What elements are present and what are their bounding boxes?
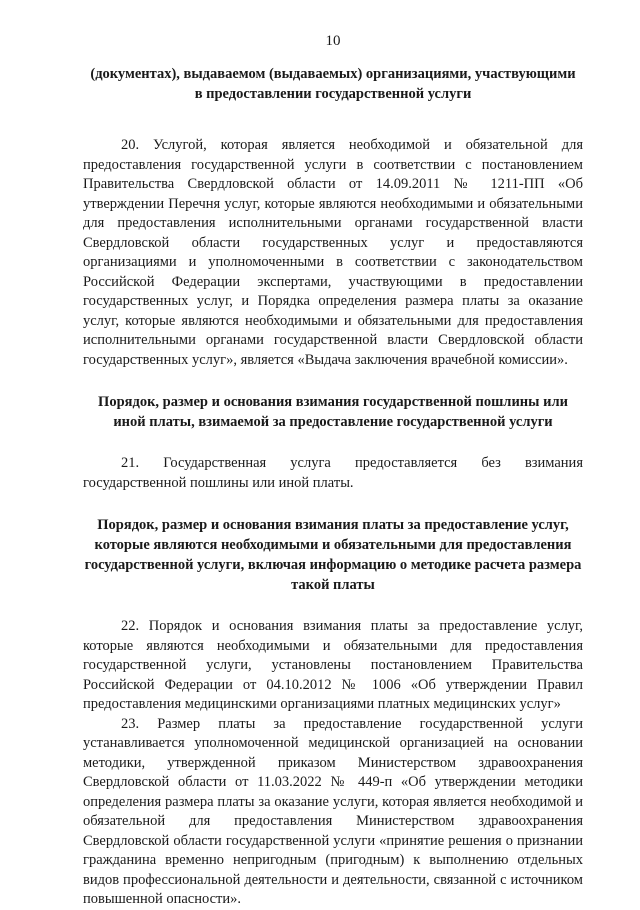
section-heading-state-duty-line-1: Порядок, размер и основания взимания государственной пошлины или <box>98 394 568 410</box>
page-number: 10 <box>325 33 341 49</box>
section-heading-service-fee-line-1: Порядок, размер и основания взимания платы за предоставление услуг, <box>97 517 569 533</box>
section-heading-service-fee-line-2: которые являются необходимыми и обязательными для предоставления <box>94 537 572 553</box>
section-heading-state-duty-line-2: иной платы, взимаемой за предоставление государственной услуги <box>113 414 553 430</box>
paragraph-21: 21. Государственная услуга предоставляется без взимания государственной пошлины или иной платы. <box>83 455 583 491</box>
paragraph-20: 20. Услугой, которая является необходимой и обязательной для предоставления государственной услуги в соответствии с постановлением Правительства Свердловской области от 14.09.2011 № 1211-ПП «Об утверждении Перечня услуг, которые являются необходимыми и обязательными для предоставления исполнительными органами государственной власти Свердловской области государственных услуг и предоставляются организациями и уполномоченными в соответствии с законодательством Российской Федерации экспертами, участвующими в предоставлении государственных услуг, и Порядка определения размера платы за оказание услуг, которые являются необходимыми и обязательными для предоставления исполнительными органами государственной власти Свердловской области государственных услуг», является «Выдача заключения врачебной комиссии». <box>83 137 583 368</box>
document-page <box>83 32 583 910</box>
continued-heading <box>83 64 583 104</box>
section-heading-service-fee-line-3: государственной услуги, включая информацию о методике расчета размера <box>84 557 582 573</box>
paragraph-23: 23. Размер платы за предоставление государственной услуги устанавливается уполномоченной медицинской организацией на основании методики, утвержденной приказом Министерством здравоохранения Свердловской области от 11.03.2022 № 449-п «Об утверждении методики определения размера платы за оказание услуги, которая является необходимой и обязательной для предоставления Министерством здравоохранения Свердловской области государственной услуги «принятие решения о признании гражданина временно непригодным (пригодным) к выполнению отдельных видов профессиональной деятельности и деятельности, связанной с источником повышенной опасности». <box>83 715 583 907</box>
continued-heading-line-1: (документах), выдаваемом (выдаваемых) организациями, участвующими <box>90 66 576 82</box>
section-heading-service-fee-line-4: такой платы <box>291 577 375 593</box>
continued-heading-line-2: в предоставлении государственной услуги <box>194 86 472 102</box>
section-heading-state-duty <box>83 392 583 432</box>
section-heading-service-fee <box>83 515 583 595</box>
paragraph-22: 22. Порядок и основания взимания платы за предоставление услуг, которые являются необходимыми и обязательными для предоставления государственной услуги, установлены постановлением Правительства Российской Федерации от 04.10.2012 № 1006 «Об утверждении Правил предоставления медицинскими организациями платных медицинских услуг» <box>83 618 583 712</box>
